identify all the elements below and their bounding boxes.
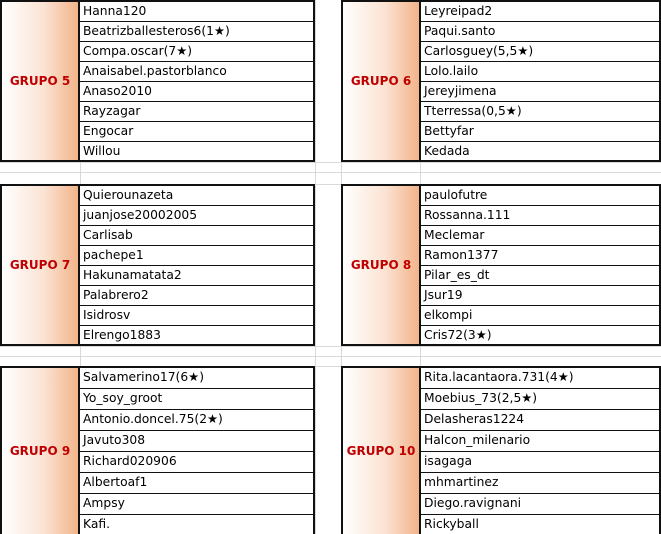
list-item[interactable]: juanjose20002005 bbox=[80, 206, 313, 226]
list-item[interactable]: mhmartinez bbox=[421, 473, 659, 494]
group-label: GRUPO 9 bbox=[9, 444, 71, 458]
list-item[interactable]: Carlisab bbox=[80, 226, 313, 246]
group-label-cell[interactable] bbox=[0, 366, 80, 534]
member-list bbox=[78, 366, 315, 534]
list-item[interactable]: Ramon1377 bbox=[421, 246, 659, 266]
group-label-cell[interactable] bbox=[341, 366, 421, 534]
list-item[interactable]: elkompi bbox=[421, 306, 659, 326]
list-item[interactable]: Jsur19 bbox=[421, 286, 659, 306]
list-item[interactable]: Carlosguey(5,5★) bbox=[421, 42, 659, 62]
list-item[interactable]: Albertoaf1 bbox=[80, 473, 313, 494]
list-item[interactable]: Cris72(3★) bbox=[424, 328, 492, 342]
list-item[interactable]: Paqui.santo bbox=[421, 22, 659, 42]
group-label: GRUPO 6 bbox=[350, 74, 412, 88]
group-label: GRUPO 7 bbox=[9, 258, 71, 272]
group-label-cell[interactable] bbox=[0, 0, 80, 162]
gridline bbox=[0, 356, 661, 357]
list-item[interactable]: Richard020906 bbox=[80, 452, 313, 473]
list-item[interactable]: Hakunamatata2 bbox=[80, 266, 313, 286]
group-label-cell[interactable] bbox=[341, 184, 421, 346]
list-item[interactable]: Lolo.lailo bbox=[421, 62, 659, 82]
list-item[interactable]: Antonio.doncel.75(2★) bbox=[80, 410, 313, 431]
list-item[interactable]: Pilar_es_dt bbox=[421, 266, 659, 286]
list-item[interactable]: Kedada bbox=[424, 144, 470, 158]
list-item[interactable]: Rossanna.111 bbox=[421, 206, 659, 226]
list-item[interactable]: Compa.oscar(7★) bbox=[80, 42, 313, 62]
list-item[interactable]: pachepe1 bbox=[80, 246, 313, 266]
member-list bbox=[78, 184, 315, 346]
list-item[interactable]: Salvamerino17(6★) bbox=[80, 368, 313, 389]
list-item[interactable]: Isidrosv bbox=[80, 306, 313, 326]
list-item[interactable]: Palabrero2 bbox=[80, 286, 313, 306]
gridline bbox=[315, 0, 316, 534]
group-label-cell[interactable] bbox=[0, 184, 80, 346]
list-item[interactable]: Ampsy bbox=[80, 494, 313, 515]
member-list bbox=[419, 366, 661, 534]
list-item[interactable]: Beatrizballesteros6(1★) bbox=[80, 22, 313, 42]
list-item[interactable]: Jereyjimena bbox=[421, 82, 659, 102]
list-item[interactable]: isagaga bbox=[421, 452, 659, 473]
member-list bbox=[419, 0, 661, 162]
list-item[interactable]: Moebius_73(2,5★) bbox=[421, 389, 659, 410]
group-label: GRUPO 8 bbox=[350, 258, 412, 272]
list-item[interactable]: Anaso2010 bbox=[80, 82, 313, 102]
list-item[interactable]: paulofutre bbox=[421, 186, 659, 206]
list-item[interactable]: Quierounazeta bbox=[80, 186, 313, 206]
list-item[interactable]: Anaisabel.pastorblanco bbox=[80, 62, 313, 82]
list-item[interactable]: Halcon_milenario bbox=[421, 431, 659, 452]
group-label-cell[interactable] bbox=[341, 0, 421, 162]
gridline bbox=[0, 172, 661, 173]
gridline bbox=[0, 162, 661, 163]
list-item[interactable]: Bettyfar bbox=[421, 122, 659, 142]
member-list bbox=[419, 184, 661, 346]
member-list bbox=[78, 0, 315, 162]
list-item[interactable]: Delasheras1224 bbox=[421, 410, 659, 431]
gridline bbox=[0, 346, 661, 347]
group-label: GRUPO 10 bbox=[346, 444, 416, 458]
list-item[interactable]: Rayzagar bbox=[80, 102, 313, 122]
list-item[interactable]: Yo_soy_groot bbox=[80, 389, 313, 410]
list-item[interactable]: Kafi. bbox=[83, 517, 111, 531]
group-label: GRUPO 5 bbox=[9, 74, 71, 88]
list-item[interactable]: Meclemar bbox=[421, 226, 659, 246]
list-item[interactable]: Rita.lacantaora.731(4★) bbox=[421, 368, 659, 389]
list-item[interactable]: Tterressa(0,5★) bbox=[421, 102, 659, 122]
list-item[interactable]: Javuto308 bbox=[80, 431, 313, 452]
list-item[interactable]: Rickyball bbox=[424, 517, 479, 531]
list-item[interactable]: Engocar bbox=[80, 122, 313, 142]
list-item[interactable]: Hanna120 bbox=[80, 2, 313, 22]
list-item[interactable]: Diego.ravignani bbox=[421, 494, 659, 515]
list-item[interactable]: Willou bbox=[83, 144, 121, 158]
list-item[interactable]: Elrengo1883 bbox=[83, 328, 161, 342]
list-item[interactable]: Leyreipad2 bbox=[421, 2, 659, 22]
